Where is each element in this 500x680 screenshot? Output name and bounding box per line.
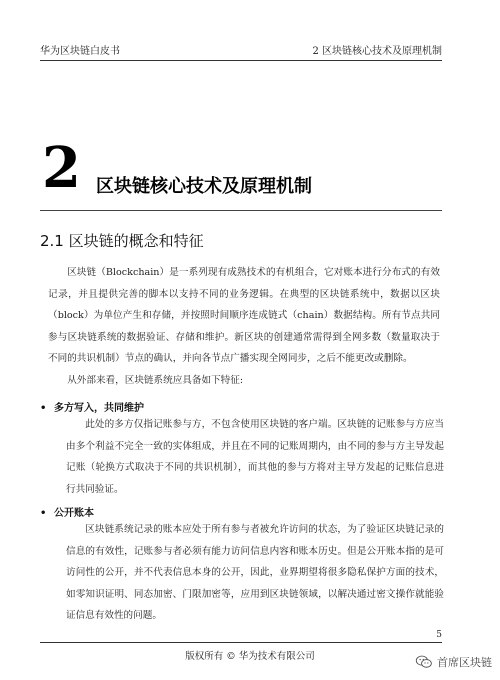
header-divider (40, 60, 442, 61)
chapter-number: 2 (42, 135, 81, 201)
watermark-text: 首席区块链 (437, 656, 492, 669)
paragraph-intro: 区块链（Blockchain）是一系列现有成熟技术的有机组合，它对账本进行分布式的有效记录，并且提供完善的脚本以支持不同的业务逻辑。在典型的区块链系统中，数据以区块（block）为单位产生和存储，并按照时间顺序连成链式（chain）数据结构。所有节点共同参与区块链系统的数据验证、存储和维护。新区块的创建通常需得到全网多数（数量取决于不同的共识机制）节点的确认，并向各节点广播实现全网同步，之后不能更改或删除。 (48, 267, 440, 364)
page-number: 5 (436, 630, 442, 640)
header-title-right: 2 区块链核心技术及原理机制 (312, 46, 442, 57)
footer-divider (40, 642, 442, 643)
chapter-title: 区块链核心技术及原理机制 (96, 176, 312, 197)
bullet-item-2 (40, 504, 94, 519)
paragraph-features-lead: 从外部来看，区块链系统应具备如下特征: (67, 375, 244, 386)
bullet-icon: • (40, 508, 47, 519)
bullet-title: 多方写入，共同维护 (54, 403, 144, 414)
bullet-title: 公开账本 (54, 508, 94, 519)
section-title: 2.1 区块链的概念和特征 (40, 232, 204, 250)
header-title-left: 华为区块链白皮书 (40, 46, 120, 57)
bullet-icon: • (40, 403, 47, 414)
wechat-icon (415, 655, 433, 669)
watermark (415, 654, 492, 670)
bullet-text: 区块链系统记录的账本应处于所有参与者被允许访问的状态，为了验证区块链记录的信息的有效性，记账参与者必须有能力访问信息内容和账本历史。但是公开账本指的是可访问性的公开，并不代表信息本身的公开，因此，业界期望将很多隐私保护方面的技术，如零知识证明、同态加密、门限加密等，应用到区块链领域，以解决通过密文操作就能验证信息有效性的问题。 (66, 524, 444, 621)
footer-copyright: 版权所有 © 华为技术有限公司 (185, 651, 315, 662)
bullet-text: 此处的多方仅指记账参与方，不包含使用区块链的客户端。区块链的记账参与方应当由多个利益不完全一致的实体组成，并且在不同的记账周期内，由不同的参与方主导发起记账（轮换方式取决于不同的共识机制），而其他的参与方将对主导方发起的记账信息进行共同验证。 (66, 419, 444, 495)
chapter-divider (40, 210, 442, 211)
bullet-item-1 (40, 399, 144, 414)
